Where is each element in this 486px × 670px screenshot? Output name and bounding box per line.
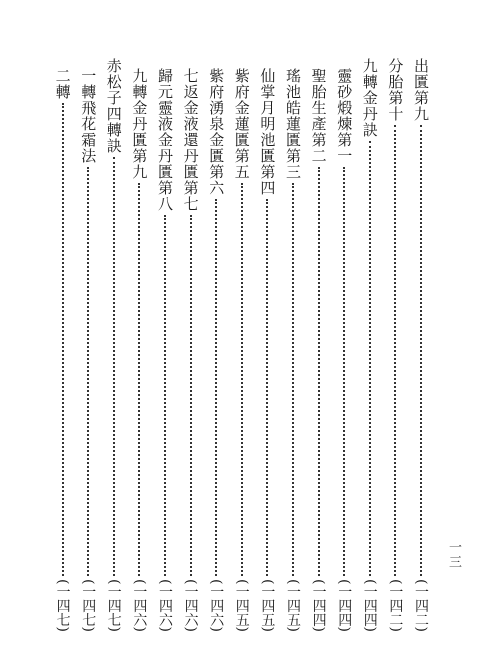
toc-entry-title: 九轉金丹匱第九 [130, 68, 149, 180]
dot-leader [369, 141, 371, 576]
toc-entry-page: (一四二) [413, 579, 429, 632]
dot-leader [138, 183, 140, 576]
toc-entry-title: 赤松子四轉訣 [104, 58, 123, 154]
toc-entry [359, 58, 381, 632]
toc-entry-title: 出匱第九 [412, 58, 430, 122]
toc-entry-page: (一四七) [80, 579, 97, 632]
toc-entry-page: (一四四) [310, 579, 327, 632]
dot-leader [292, 183, 294, 576]
page-folio: 一三 [446, 540, 461, 570]
toc-entry-title: 紫府湧泉金匱第六 [207, 68, 226, 196]
toc-entry-title: 靈砂煅煉第一 [335, 68, 354, 164]
dot-leader [394, 125, 396, 576]
toc-entry [256, 68, 278, 632]
toc-entry [231, 68, 253, 632]
toc-entry [282, 68, 304, 632]
dot-leader [87, 167, 89, 576]
toc-entry-title: 七返金液還丹匱第七 [181, 68, 200, 212]
dot-leader [318, 167, 320, 576]
dot-leader [266, 199, 268, 576]
toc-entry-title: 仙掌月明池匱第四 [258, 68, 277, 196]
toc-entry [154, 68, 176, 632]
toc-entry [410, 58, 432, 632]
toc-entry-page: (一四六) [131, 579, 148, 632]
toc-entry [308, 68, 330, 632]
toc-entry [128, 68, 150, 632]
toc-entry-title: 九轉金丹訣 [360, 58, 379, 138]
toc-entry-page: (一四四) [336, 579, 353, 632]
toc-entry-page: (一四二) [387, 579, 404, 632]
dot-leader [241, 183, 243, 576]
toc-entry-page: (一四六) [157, 579, 173, 632]
dot-leader [420, 125, 422, 576]
toc-entry-page: (一四六) [182, 579, 199, 632]
dot-leader [62, 103, 64, 576]
toc-entry-page: (一四五) [233, 579, 250, 632]
toc-entry-page: (一四五) [285, 579, 301, 632]
toc-entry [333, 68, 355, 632]
dot-leader [215, 199, 217, 576]
toc-entry [52, 68, 74, 632]
toc-entry-title: 歸元靈液金丹匱第八 [156, 68, 174, 212]
toc-entry-page: (一四七) [105, 579, 122, 632]
toc-entry [180, 68, 202, 632]
toc-entry-page: (一四七) [54, 579, 71, 632]
toc-entry-title: 一轉飛花霜法 [79, 68, 98, 164]
toc-entry-page: (一四六) [208, 579, 225, 632]
dot-leader [343, 167, 345, 576]
toc-entry-title: 分胎第十 [386, 58, 405, 122]
toc-entry [384, 58, 406, 632]
toc-entry-page: (一四四) [361, 579, 378, 632]
toc-entry-title: 紫府金蓮匱第五 [232, 68, 251, 180]
dot-leader [190, 215, 192, 576]
toc-entry [77, 68, 99, 632]
toc-entry-page: (一四五) [259, 579, 276, 632]
toc-entry-title: 聖胎生產第二 [309, 68, 328, 164]
toc-entry [103, 58, 125, 632]
toc-entry-title: 二轉 [53, 68, 72, 100]
dot-leader [164, 215, 166, 576]
toc-entry-title: 瑤池皓蓮匱第三 [284, 68, 302, 180]
toc-entry [205, 68, 227, 632]
dot-leader [113, 157, 115, 576]
